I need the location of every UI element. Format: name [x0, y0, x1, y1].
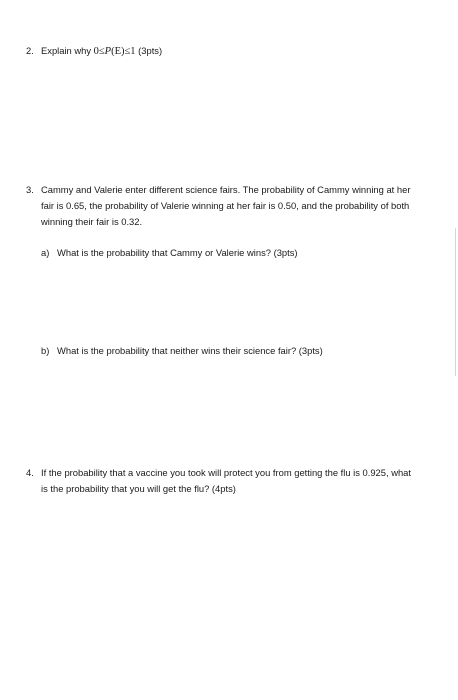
question-4-line: If the probability that a vaccine you took will protect you from getting the flu is 0.925, what — [41, 467, 411, 478]
math-lower-bound: 0 — [93, 46, 99, 57]
question-2-number: 2. — [26, 45, 34, 56]
question-2-points: (3pts) — [138, 45, 163, 56]
question-3b-label: b) — [41, 345, 50, 356]
question-3a-text: What is the probability that Cammy or Valerie wins? (3pts) — [57, 247, 298, 258]
question-3b — [41, 343, 441, 361]
question-3a — [41, 245, 441, 263]
math-function: P — [104, 46, 112, 57]
probability-inequality — [94, 46, 139, 57]
question-3-text — [41, 182, 410, 230]
question-3b-text: What is the probability that neither wins their science fair? (3pts) — [57, 345, 323, 356]
question-2 — [26, 43, 446, 61]
question-4-number: 4. — [26, 467, 34, 478]
question-3-number: 3. — [26, 184, 34, 195]
question-3a-label: a) — [41, 247, 50, 258]
question-3 — [26, 182, 451, 232]
question-4 — [26, 465, 451, 499]
question-3-line: Cammy and Valerie enter different science fairs. The probability of Cammy winning at her — [41, 184, 411, 195]
question-4-text — [41, 465, 411, 497]
math-upper-bound: 1 — [130, 46, 136, 57]
question-3-line: winning their fair is 0.32. — [41, 216, 143, 227]
math-le-sign: ≤ — [98, 46, 105, 57]
question-2-text — [41, 43, 162, 60]
question-4-line: is the probability that you will get the flu? (4pts) — [41, 483, 236, 494]
question-2-prefix: Explain why — [41, 45, 92, 56]
math-le-sign: ≤ — [124, 46, 131, 57]
page-edge-divider — [455, 228, 456, 376]
math-argument: (E) — [111, 46, 125, 57]
question-3-line: fair is 0.65, the probability of Valerie winning at her fair is 0.50, and the probability of both — [41, 200, 410, 211]
